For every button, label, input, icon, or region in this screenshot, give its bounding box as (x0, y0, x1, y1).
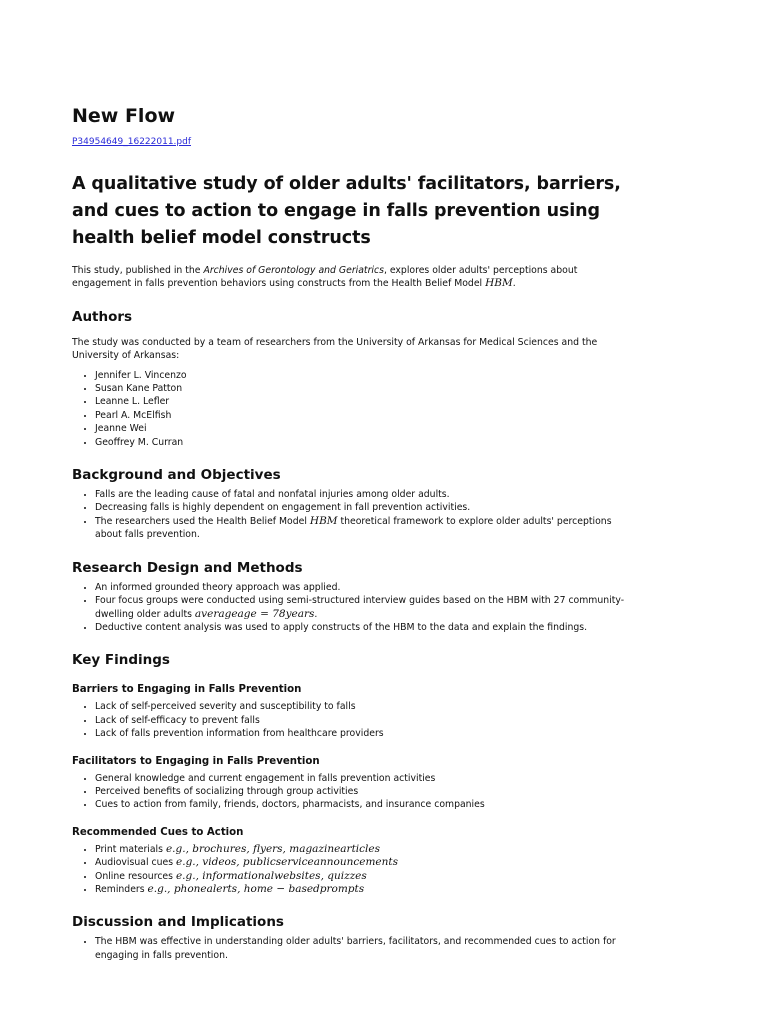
document-title: A qualitative study of older adults' facilitators, barriers, and cues to action to engage in falls prevention using health belief model constructs (72, 174, 621, 248)
list-item: • Lack of self-efficacy to prevent falls (95, 714, 632, 727)
list-item (95, 515, 632, 542)
item-text: theoretical framework to explore older adults' perceptions about falls prevention. (95, 515, 612, 541)
authors-intro: The study was conducted by a team of researchers from the University of Arkansas for Medical Sciences and the University of Arkansas: (72, 336, 598, 362)
cues-heading: Recommended Cues to Action (72, 826, 244, 838)
item-text: . (314, 608, 318, 620)
intro-paragraph (72, 264, 632, 291)
list-item (95, 843, 632, 856)
barriers-heading: Barriers to Engaging in Falls Prevention (72, 684, 302, 696)
hbm-math: HBM (309, 514, 338, 527)
average-age-math: averageage = 78years (194, 607, 315, 620)
list-item (95, 870, 632, 883)
list-item (95, 883, 632, 896)
app-title: New Flow (72, 105, 176, 127)
list-item: • Deductive content analysis was used to apply constructs of the HBM to the data and explain the findings. (95, 621, 632, 634)
background-list (72, 488, 632, 542)
example-math: e.g., videos, publicserviceannouncements (176, 856, 398, 869)
pdf-file-link[interactable]: P34954649_16222011.pdf (72, 137, 191, 147)
item-text: Print materials (95, 843, 166, 855)
methods-heading: Research Design and Methods (72, 559, 303, 576)
facilitators-list (72, 772, 632, 812)
item-text: The researchers used the Health Belief Model (95, 515, 310, 527)
barriers-list (72, 700, 632, 740)
discussion-list (72, 935, 632, 962)
list-item (95, 594, 632, 621)
example-math: e.g., brochures, flyers, magazinearticles (165, 842, 380, 855)
list-item: • Cues to action from family, friends, doctors, pharmacists, and insurance companies (95, 798, 632, 811)
list-item: • Jennifer L. Vincenzo (95, 369, 632, 382)
list-item (95, 856, 632, 869)
intro-text-middle: , explores older adults' perceptions about engagement in falls prevention behaviors using constructs from the Health Belief Model (72, 265, 578, 290)
intro-text-end: . (512, 278, 516, 290)
list-item: • An informed grounded theory approach was applied. (95, 581, 632, 594)
item-text: Four focus groups were conducted using semi-structured interview guides based on the HBM with 27 community-dwelling older adults (95, 595, 625, 620)
facilitators-heading: Facilitators to Engaging in Falls Prevention (72, 755, 320, 767)
list-item: • Susan Kane Patton (95, 382, 632, 395)
methods-list (72, 581, 632, 635)
list-item: • Lack of self-perceived severity and susceptibility to falls (95, 700, 632, 713)
list-item: • Leanne L. Lefler (95, 395, 632, 408)
authors-heading: Authors (72, 308, 133, 325)
list-item: • Perceived benefits of socializing through group activities (95, 785, 632, 798)
list-item: • Decreasing falls is highly dependent on engagement in fall prevention activities. (95, 501, 632, 514)
item-text: Audiovisual cues (95, 857, 177, 869)
authors-list (72, 369, 632, 449)
hbm-math: HBM (485, 277, 513, 290)
discussion-heading: Discussion and Implications (72, 914, 284, 931)
list-item: • General knowledge and current engagement in falls prevention activities (95, 772, 632, 785)
list-item: • The HBM was effective in understanding older adults' barriers, facilitators, and recommended cues to action for engaging in falls prevention. (95, 935, 632, 962)
example-math: e.g., informationalwebsites, quizzes (175, 869, 367, 882)
intro-text-start: This study, published in the (72, 265, 204, 276)
list-item: • Lack of falls prevention information from healthcare providers (95, 727, 632, 740)
list-item: • Falls are the leading cause of fatal and nonfatal injuries among older adults. (95, 488, 632, 501)
item-text: Reminders (95, 883, 148, 895)
list-item: • Geoffrey M. Curran (95, 436, 632, 449)
list-item: • Pearl A. McElfish (95, 409, 632, 422)
list-item: • Jeanne Wei (95, 422, 632, 435)
example-math: e.g., phonealerts, home − basedprompts (147, 882, 365, 895)
item-text: Online resources (95, 870, 176, 882)
cues-list (72, 843, 632, 897)
findings-heading: Key Findings (72, 652, 170, 669)
journal-name: Archives of Gerontology and Geriatrics (203, 265, 384, 276)
background-heading: Background and Objectives (72, 467, 281, 484)
